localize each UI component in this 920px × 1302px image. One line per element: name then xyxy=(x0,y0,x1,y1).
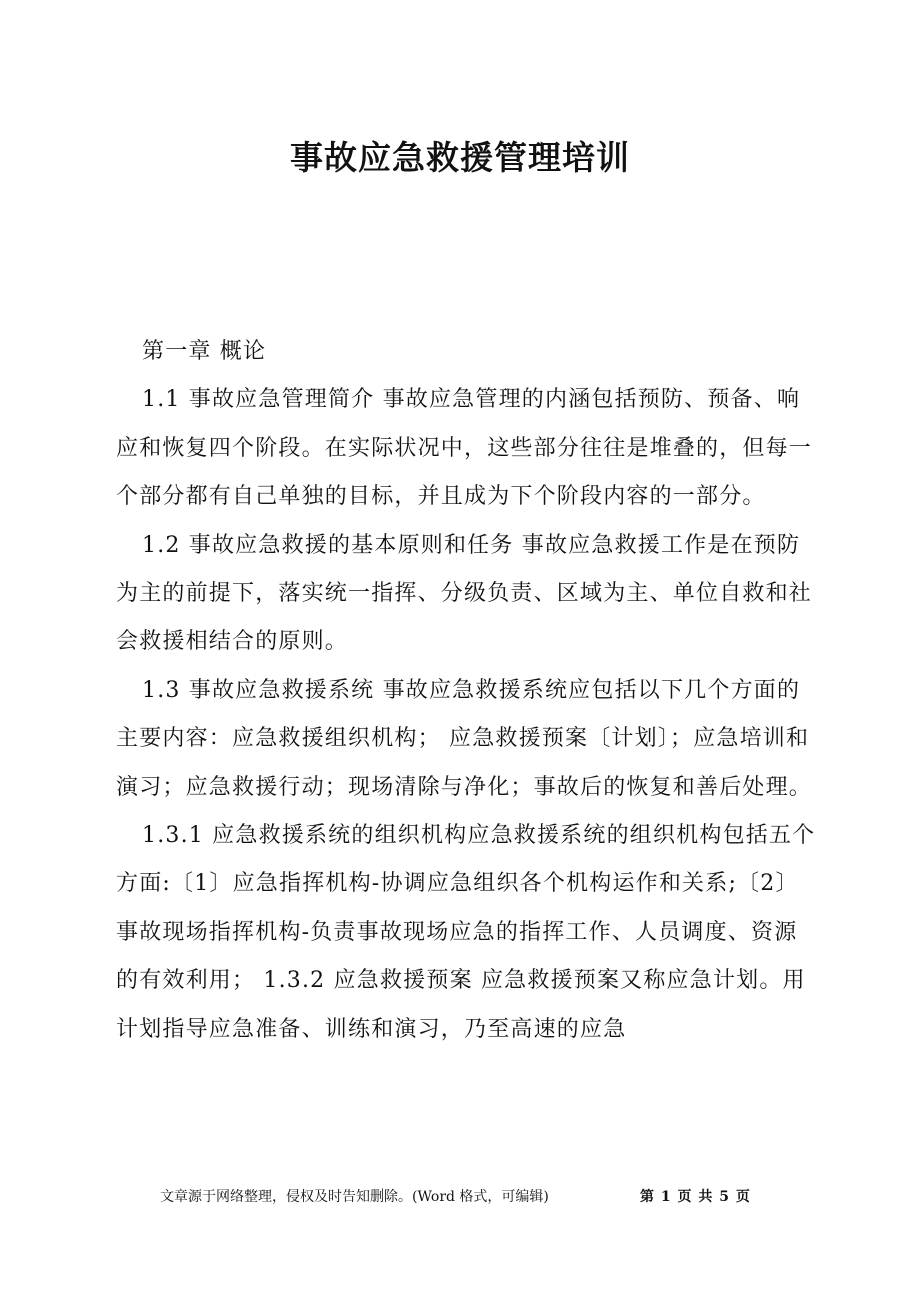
footer-source-note: 文章源于网络整理，侵权及时告知删除。(Word 格式，可编辑) xyxy=(160,1189,549,1205)
paragraph-1-1: 1.1 事故应急管理简介 事故应急管理的内涵包括预防、预备、响应和恢复四个阶段。在实际状况中，这些部分往往是堆叠的，但每一个部分都有自己单独的目标，并且成为下个阶段内容的一部分。 xyxy=(116,387,813,510)
chapter-heading: 第一章 概论 xyxy=(142,339,267,364)
document-title: 事故应急救援管理培训 xyxy=(290,138,630,177)
paragraph-1-2: 1.2 事故应急救援的基本原则和任务 事故应急救援工作是在预防为主的前提下，落实统一指挥、分级负责、区域为主、单位自救和社会救援相结合的原则。 xyxy=(116,532,813,655)
page-number: 第 1 页 共 5 页 xyxy=(640,1189,751,1205)
document-body xyxy=(116,328,816,1054)
paragraph-1-3-1: 1.3.1 应急救援系统的组织机构应急救援系统的组织机构包括五个方面:〔1〕应急指挥机构-协调应急组织各个机构运作和关系;〔2〕事故现场指挥机构-负责事故现场应急的指挥工作、人员调度、资源的有效利用； 1.3.2 应急救援预案 应急救援预案又称应急计划。用计划指导应急准备、训练和演习，乃至高速的应急 xyxy=(116,823,816,1042)
paragraph-1-3: 1.3 事故应急救援系统 事故应急救援系统应包括以下几个方面的主要内容：应急救援组织机构； 应急救援预案〔计划〕；应急培训和演习；应急救援行动；现场清除与净化；事故后的恢复和善后处理。 xyxy=(116,677,813,800)
